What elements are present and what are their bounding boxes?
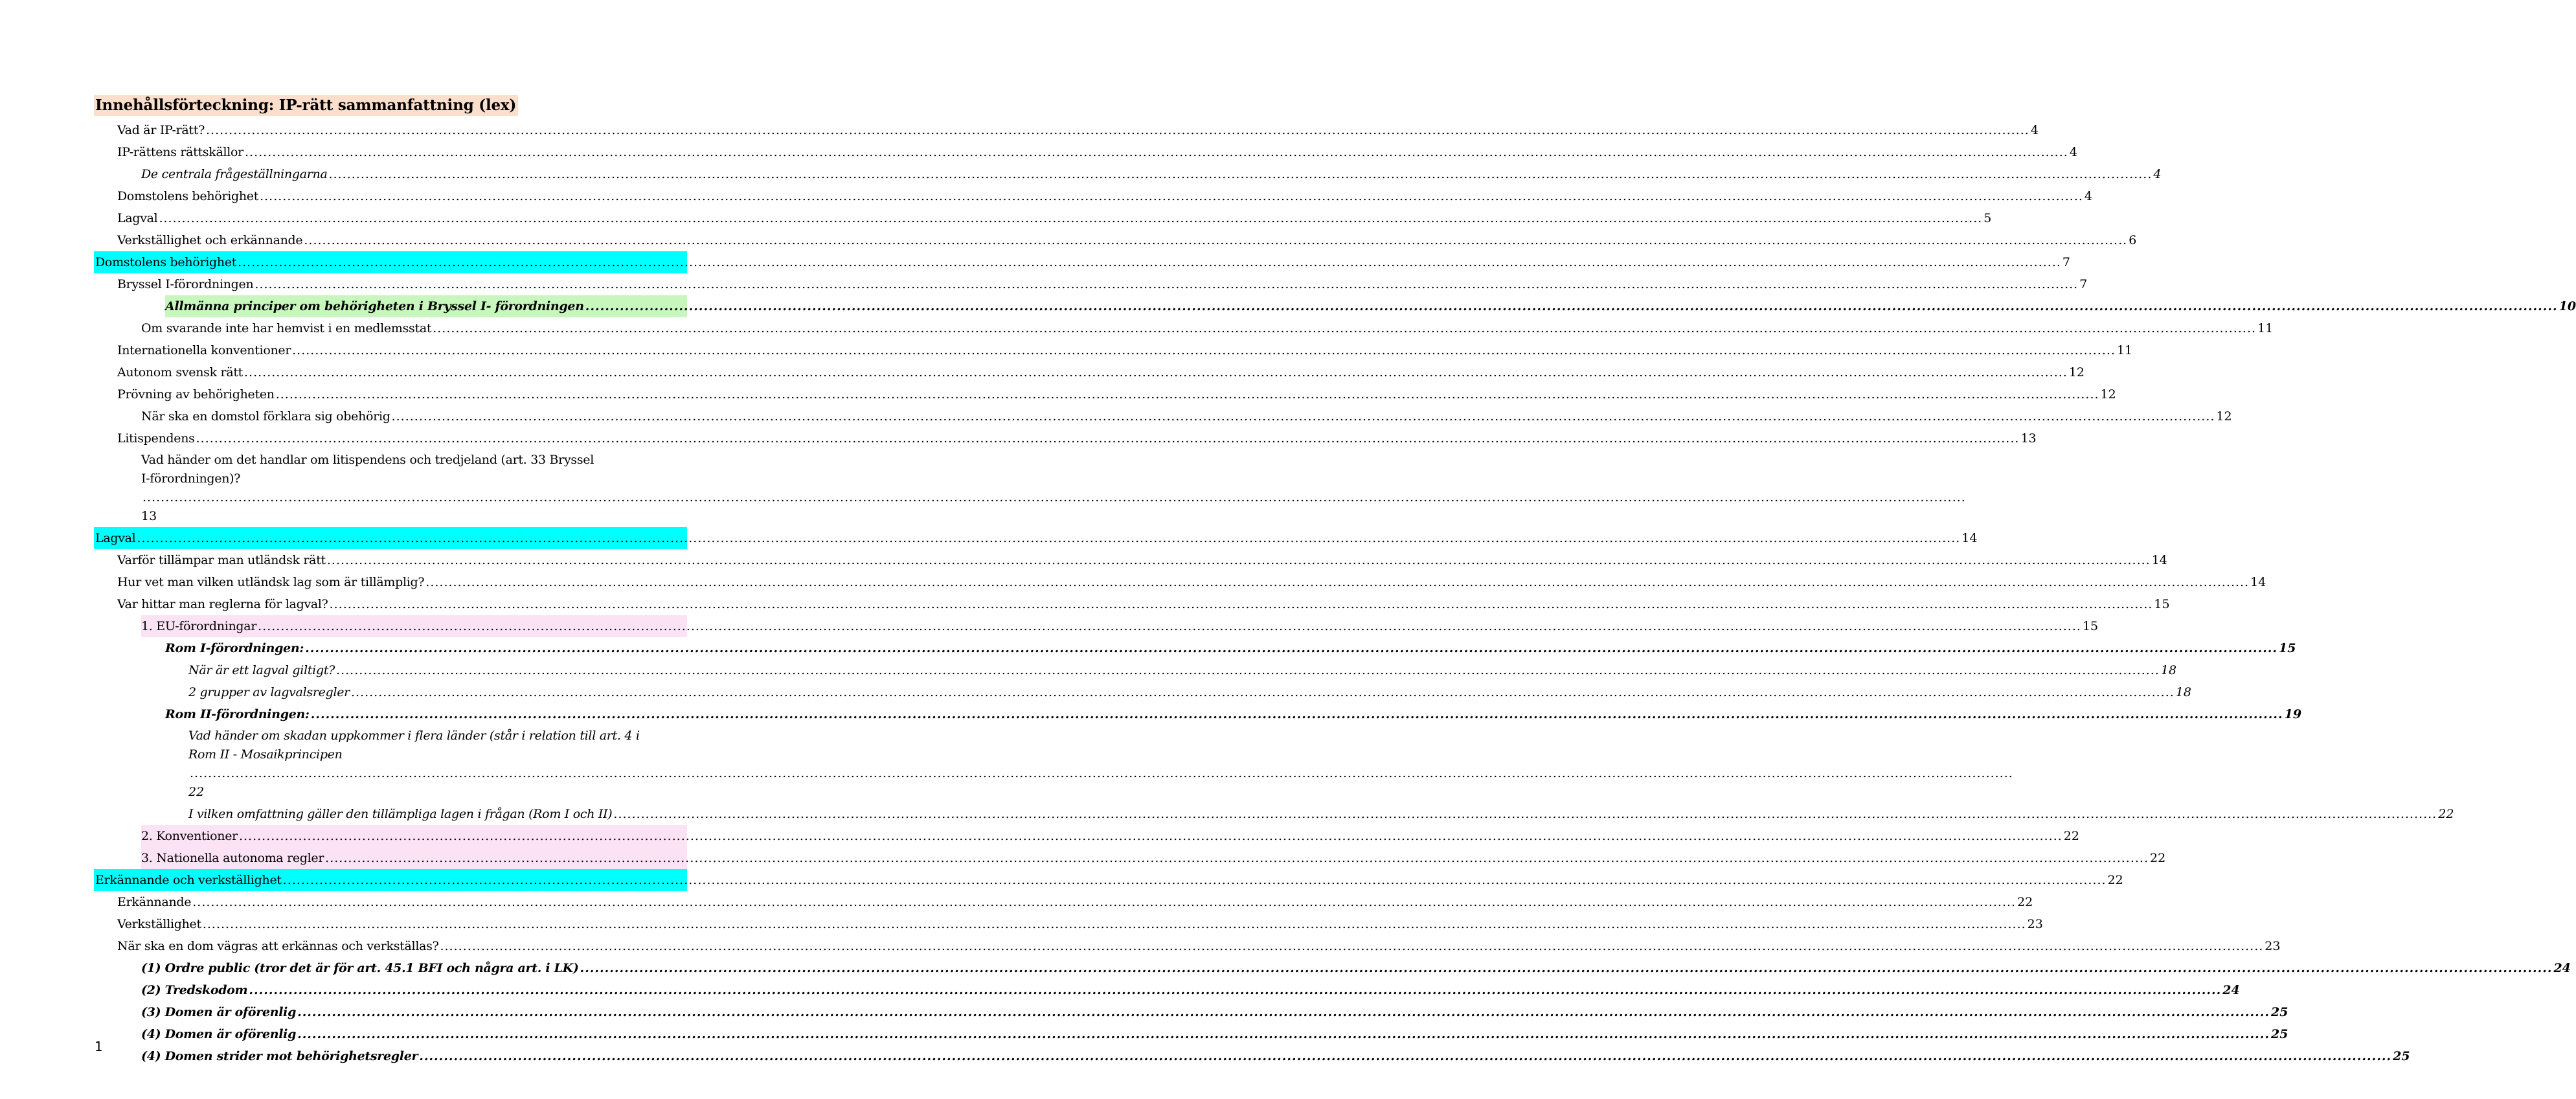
toc-entry-leader-dots: ................................................................................................................................................................................................................................................................................................................................................................................................................ bbox=[254, 277, 2079, 291]
toc-entry-text: Litispendens bbox=[117, 431, 195, 446]
toc-entry-text: Verkställighet och erkännande bbox=[117, 233, 303, 247]
toc-entry-page-number: 24 bbox=[2553, 961, 2571, 975]
toc-entry-text: Domstolens behörighet bbox=[95, 255, 237, 269]
toc-entry-text: Rom II-förordningen: bbox=[165, 707, 310, 721]
toc-entries bbox=[94, 119, 2576, 1067]
toc-entry[interactable] bbox=[117, 229, 2137, 251]
toc-entry-leader-dots: ................................................................................................................................................................................................................................................................................................................................................................................................................ bbox=[310, 707, 2283, 721]
toc-entry[interactable] bbox=[141, 957, 2571, 979]
toc-entry-text: Lagval bbox=[117, 211, 158, 225]
toc-entry-leader-dots: ................................................................................................................................................................................................................................................................................................................................................................................................................ bbox=[260, 189, 2083, 203]
toc-entry-leader-dots: ................................................................................................................................................................................................................................................................................................................................................................................................................ bbox=[580, 961, 2553, 975]
toc-entry-text: 2. Konventioner bbox=[141, 829, 238, 843]
toc-entry[interactable] bbox=[117, 571, 2266, 593]
toc-entry-leader-dots: ................................................................................................................................................................................................................................................................................................................................................................................................................ bbox=[325, 851, 2149, 865]
toc-entry-text: I vilken omfattning gäller den tillämpliga lagen i frågan (Rom I och II) bbox=[188, 807, 613, 821]
toc-entry-text: Internationella konventioner bbox=[117, 343, 291, 357]
toc-entry-text: Lagval bbox=[95, 531, 136, 545]
toc-entry[interactable] bbox=[188, 681, 2191, 703]
toc-entry-text: Verkställighet bbox=[117, 917, 201, 931]
toc-entry[interactable] bbox=[94, 251, 2071, 273]
toc-entry[interactable] bbox=[117, 185, 2093, 207]
toc-entry[interactable] bbox=[165, 703, 2302, 725]
toc-entry-page-number: 7 bbox=[2079, 277, 2088, 291]
toc-entry-text: Varför tillämpar man utländsk rätt bbox=[117, 553, 326, 567]
toc-entry-leader-dots: ................................................................................................................................................................................................................................................................................................................................................................................................................ bbox=[196, 431, 2020, 446]
toc-entry[interactable] bbox=[165, 295, 2576, 317]
toc-entry-text: Prövning av behörigheten bbox=[117, 387, 275, 402]
toc-entry[interactable] bbox=[165, 637, 2296, 659]
toc-entry-page-number: 4 bbox=[2153, 167, 2162, 181]
toc-entry[interactable] bbox=[117, 427, 2037, 449]
toc-entry-leader-dots: ................................................................................................................................................................................................................................................................................................................................................................................................................ bbox=[202, 917, 2026, 931]
toc-entry[interactable] bbox=[141, 615, 2099, 637]
toc-entry[interactable] bbox=[117, 361, 2085, 383]
toc-entry-page-number: 4 bbox=[2069, 145, 2077, 159]
toc-entry-leader-dots: ................................................................................................................................................................................................................................................................................................................................................................................................................ bbox=[249, 983, 2222, 997]
toc-entry-leader-dots: ................................................................................................................................................................................................................................................................................................................................................................................................................ bbox=[440, 939, 2264, 953]
toc-entry[interactable] bbox=[141, 1023, 2288, 1045]
toc-entry-text: När ska en domstol förklara sig obehörig bbox=[141, 409, 390, 424]
toc-entry-page-number: 12 bbox=[2216, 409, 2232, 424]
toc-entry-page-number: 13 bbox=[141, 509, 157, 523]
toc-entry[interactable] bbox=[117, 891, 2033, 913]
toc-entry[interactable] bbox=[141, 979, 2240, 1001]
toc-entry-page-number: 22 bbox=[2017, 895, 2033, 909]
toc-entry-leader-dots: ................................................................................................................................................................................................................................................................................................................................................................................................................ bbox=[297, 1027, 2270, 1041]
toc-title: Innehållsförteckning: IP-rätt sammanfattning (lex) bbox=[94, 95, 518, 116]
toc-entry-page-number: 12 bbox=[2068, 365, 2085, 380]
toc-entry[interactable] bbox=[117, 273, 2088, 295]
toc-entry[interactable] bbox=[94, 527, 1978, 549]
toc-entry-leader-dots: ................................................................................................................................................................................................................................................................................................................................................................................................................ bbox=[304, 233, 2128, 247]
toc-entry-leader-dots: ................................................................................................................................................................................................................................................................................................................................................................................................................ bbox=[275, 387, 2099, 402]
toc-entry-leader-dots: ................................................................................................................................................................................................................................................................................................................................................................................................................ bbox=[350, 685, 2175, 699]
toc-entry-page-number: 22 bbox=[2438, 807, 2454, 821]
toc-entry-leader-dots: ................................................................................................................................................................................................................................................................................................................................................................................................................ bbox=[206, 123, 2029, 137]
toc-entry-page-number: 15 bbox=[2154, 597, 2170, 611]
toc-entry-page-number: 5 bbox=[1983, 211, 1992, 225]
toc-entry-leader-dots: ................................................................................................................................................................................................................................................................................................................................................................................................................ bbox=[190, 766, 2013, 780]
toc-entry-leader-dots: ................................................................................................................................................................................................................................................................................................................................................................................................................ bbox=[238, 255, 2061, 269]
toc-entry-page-number: 22 bbox=[2107, 873, 2123, 887]
toc-entry-page-number: 15 bbox=[2279, 641, 2296, 655]
toc-entry-text: (1) Ordre public (tror det är för art. 45.1 BFI och några art. i LK) bbox=[141, 961, 579, 975]
toc-entry-page-number: 6 bbox=[2129, 233, 2137, 247]
toc-entry-page-number: 22 bbox=[188, 785, 205, 799]
toc-entry-page-number: 23 bbox=[2265, 939, 2281, 953]
toc-entry[interactable] bbox=[141, 317, 2274, 339]
toc-entry[interactable] bbox=[141, 163, 2162, 185]
toc-entry-text: Domstolens behörighet bbox=[117, 189, 259, 203]
toc-entry-leader-dots: ................................................................................................................................................................................................................................................................................................................................................................................................................ bbox=[328, 167, 2152, 181]
toc-entry-text: Vad händer om skadan uppkommer i flera länder (står i relation till art. 4 i bbox=[188, 729, 640, 743]
toc-entry[interactable] bbox=[117, 913, 2043, 935]
toc-entry-page-number: 14 bbox=[2151, 553, 2167, 567]
toc-entry-leader-dots: ................................................................................................................................................................................................................................................................................................................................................................................................................ bbox=[336, 663, 2160, 677]
toc-entry-text: Erkännande och verkställighet bbox=[95, 873, 282, 887]
toc-entry-text: De centrala frågeställningarna bbox=[141, 167, 328, 181]
toc-entry-text: Var hittar man reglerna för lagval? bbox=[117, 597, 328, 611]
toc-entry-text: Hur vet man vilken utländsk lag som är tillämplig? bbox=[117, 575, 425, 589]
toc-entry-page-number: 13 bbox=[2020, 431, 2037, 446]
table-of-contents bbox=[94, 95, 2576, 1067]
toc-entry-leader-dots: ................................................................................................................................................................................................................................................................................................................................................................................................................ bbox=[297, 1005, 2270, 1019]
toc-entry-page-number: 22 bbox=[2063, 829, 2079, 843]
toc-entry-text-continued: I-förordningen)? bbox=[141, 471, 241, 486]
toc-entry-text: Allmänna principer om behörigheten i Bryssel I- förordningen bbox=[165, 299, 584, 313]
toc-entry-leader-dots: ................................................................................................................................................................................................................................................................................................................................................................................................................ bbox=[159, 211, 1983, 225]
toc-entry-page-number: 18 bbox=[2160, 663, 2177, 677]
toc-entry-leader-dots: ................................................................................................................................................................................................................................................................................................................................................................................................................ bbox=[292, 343, 2116, 357]
toc-entry[interactable] bbox=[117, 383, 2116, 405]
toc-entry-leader-dots: ................................................................................................................................................................................................................................................................................................................................................................................................................ bbox=[329, 597, 2153, 611]
toc-entry-leader-dots: ................................................................................................................................................................................................................................................................................................................................................................................................................ bbox=[326, 553, 2151, 567]
toc-entry-leader-dots: ................................................................................................................................................................................................................................................................................................................................................................................................................ bbox=[244, 145, 2068, 159]
toc-entry-page-number: 22 bbox=[2150, 851, 2166, 865]
toc-entry[interactable] bbox=[141, 1001, 2288, 1023]
toc-entry-leader-dots: ................................................................................................................................................................................................................................................................................................................................................................................................................ bbox=[244, 365, 2068, 380]
toc-entry[interactable] bbox=[117, 549, 2167, 571]
toc-entry-text: (2) Tredskodom bbox=[141, 983, 248, 997]
toc-entry-page-number: 25 bbox=[2270, 1027, 2288, 1041]
toc-entry-page-number: 4 bbox=[2030, 123, 2039, 137]
toc-entry-leader-dots: ................................................................................................................................................................................................................................................................................................................................................................................................................ bbox=[137, 531, 1961, 545]
toc-entry-text: (3) Domen är oförenlig bbox=[141, 1005, 297, 1019]
toc-entry-page-number: 12 bbox=[2100, 387, 2116, 402]
toc-entry-page-number: 25 bbox=[2393, 1049, 2410, 1063]
toc-entry-text: 1. EU-förordningar bbox=[141, 619, 257, 633]
toc-entry[interactable] bbox=[141, 405, 2232, 427]
toc-entry-page-number: 11 bbox=[2116, 343, 2133, 357]
toc-entry[interactable] bbox=[117, 935, 2281, 957]
toc-entry-page-number: 19 bbox=[2284, 707, 2302, 721]
toc-entry-page-number: 14 bbox=[1961, 531, 1978, 545]
toc-entry[interactable] bbox=[117, 339, 2133, 361]
toc-entry[interactable] bbox=[188, 659, 2177, 681]
toc-entry[interactable] bbox=[117, 207, 1992, 229]
toc-entry-text: Rom I-förordningen: bbox=[165, 641, 304, 655]
toc-entry[interactable] bbox=[188, 725, 2013, 803]
toc-entry-text: Erkännande bbox=[117, 895, 192, 909]
toc-entry-text: Bryssel I-förordningen bbox=[117, 277, 254, 291]
toc-entry-text: Vad är IP-rätt? bbox=[117, 123, 205, 137]
toc-entry-page-number: 23 bbox=[2027, 917, 2043, 931]
toc-entry-leader-dots: ................................................................................................................................................................................................................................................................................................................................................................................................................ bbox=[419, 1049, 2392, 1063]
toc-entry-text: Om svarande inte har hemvist i en medlemsstat bbox=[141, 321, 432, 335]
toc-entry[interactable] bbox=[141, 825, 2079, 847]
toc-entry-text: (4) Domen är oförenlig bbox=[141, 1027, 297, 1041]
toc-entry-leader-dots: ................................................................................................................................................................................................................................................................................................................................................................................................................ bbox=[282, 873, 2107, 887]
toc-entry-text: Vad händer om det handlar om litispendens och tredjeland (art. 33 Bryssel bbox=[141, 453, 594, 467]
toc-entry-leader-dots: ................................................................................................................................................................................................................................................................................................................................................................................................................ bbox=[613, 807, 2437, 821]
toc-entry-leader-dots: ................................................................................................................................................................................................................................................................................................................................................................................................................ bbox=[585, 299, 2558, 313]
toc-entry-leader-dots: ................................................................................................................................................................................................................................................................................................................................................................................................................ bbox=[433, 321, 2257, 335]
toc-entry[interactable] bbox=[141, 449, 1966, 527]
toc-entry[interactable] bbox=[188, 803, 2454, 825]
toc-entry[interactable] bbox=[117, 141, 2077, 163]
toc-entry-text-continued: Rom II - Mosaikprincipen bbox=[188, 747, 343, 762]
toc-entry-page-number: 7 bbox=[2062, 255, 2071, 269]
toc-entry-page-number: 24 bbox=[2222, 983, 2240, 997]
toc-entry-leader-dots: ................................................................................................................................................................................................................................................................................................................................................................................................................ bbox=[238, 829, 2062, 843]
toc-entry-leader-dots: ................................................................................................................................................................................................................................................................................................................................................................................................................ bbox=[142, 490, 1966, 504]
toc-entry-text: Autonom svensk rätt bbox=[117, 365, 243, 380]
toc-entry-page-number: 14 bbox=[2250, 575, 2266, 589]
toc-entry-page-number: 18 bbox=[2175, 685, 2191, 699]
toc-entry-page-number: 4 bbox=[2084, 189, 2093, 203]
toc-entry-page-number: 25 bbox=[2270, 1005, 2288, 1019]
toc-entry[interactable] bbox=[94, 869, 2123, 891]
toc-title-row bbox=[94, 95, 687, 117]
toc-entry[interactable] bbox=[117, 119, 2039, 141]
toc-entry[interactable] bbox=[117, 593, 2170, 615]
toc-entry[interactable] bbox=[141, 1045, 2410, 1067]
toc-entry-text: 2 grupper av lagvalsregler bbox=[188, 685, 350, 699]
toc-entry[interactable] bbox=[141, 847, 2166, 869]
toc-entry-leader-dots: ................................................................................................................................................................................................................................................................................................................................................................................................................ bbox=[258, 619, 2081, 633]
toc-entry-page-number: 11 bbox=[2257, 321, 2274, 335]
toc-entry-leader-dots: ................................................................................................................................................................................................................................................................................................................................................................................................................ bbox=[192, 895, 2017, 909]
toc-entry-leader-dots: ................................................................................................................................................................................................................................................................................................................................................................................................................ bbox=[305, 641, 2278, 655]
toc-entry-text: IP-rättens rättskällor bbox=[117, 145, 243, 159]
toc-entry-text: När är ett lagval giltigt? bbox=[188, 663, 335, 677]
toc-entry-text: 3. Nationella autonoma regler bbox=[141, 851, 324, 865]
toc-entry-page-number: 15 bbox=[2082, 619, 2099, 633]
toc-entry-leader-dots: ................................................................................................................................................................................................................................................................................................................................................................................................................ bbox=[425, 575, 2250, 589]
toc-entry-text: När ska en dom vägras att erkännas och verkställas? bbox=[117, 939, 439, 953]
page-number: 1 bbox=[95, 1039, 103, 1054]
toc-entry-leader-dots: ................................................................................................................................................................................................................................................................................................................................................................................................................ bbox=[391, 409, 2215, 424]
toc-entry-page-number: 10 bbox=[2559, 299, 2576, 313]
toc-entry-text: (4) Domen strider mot behörighetsregler bbox=[141, 1049, 418, 1063]
